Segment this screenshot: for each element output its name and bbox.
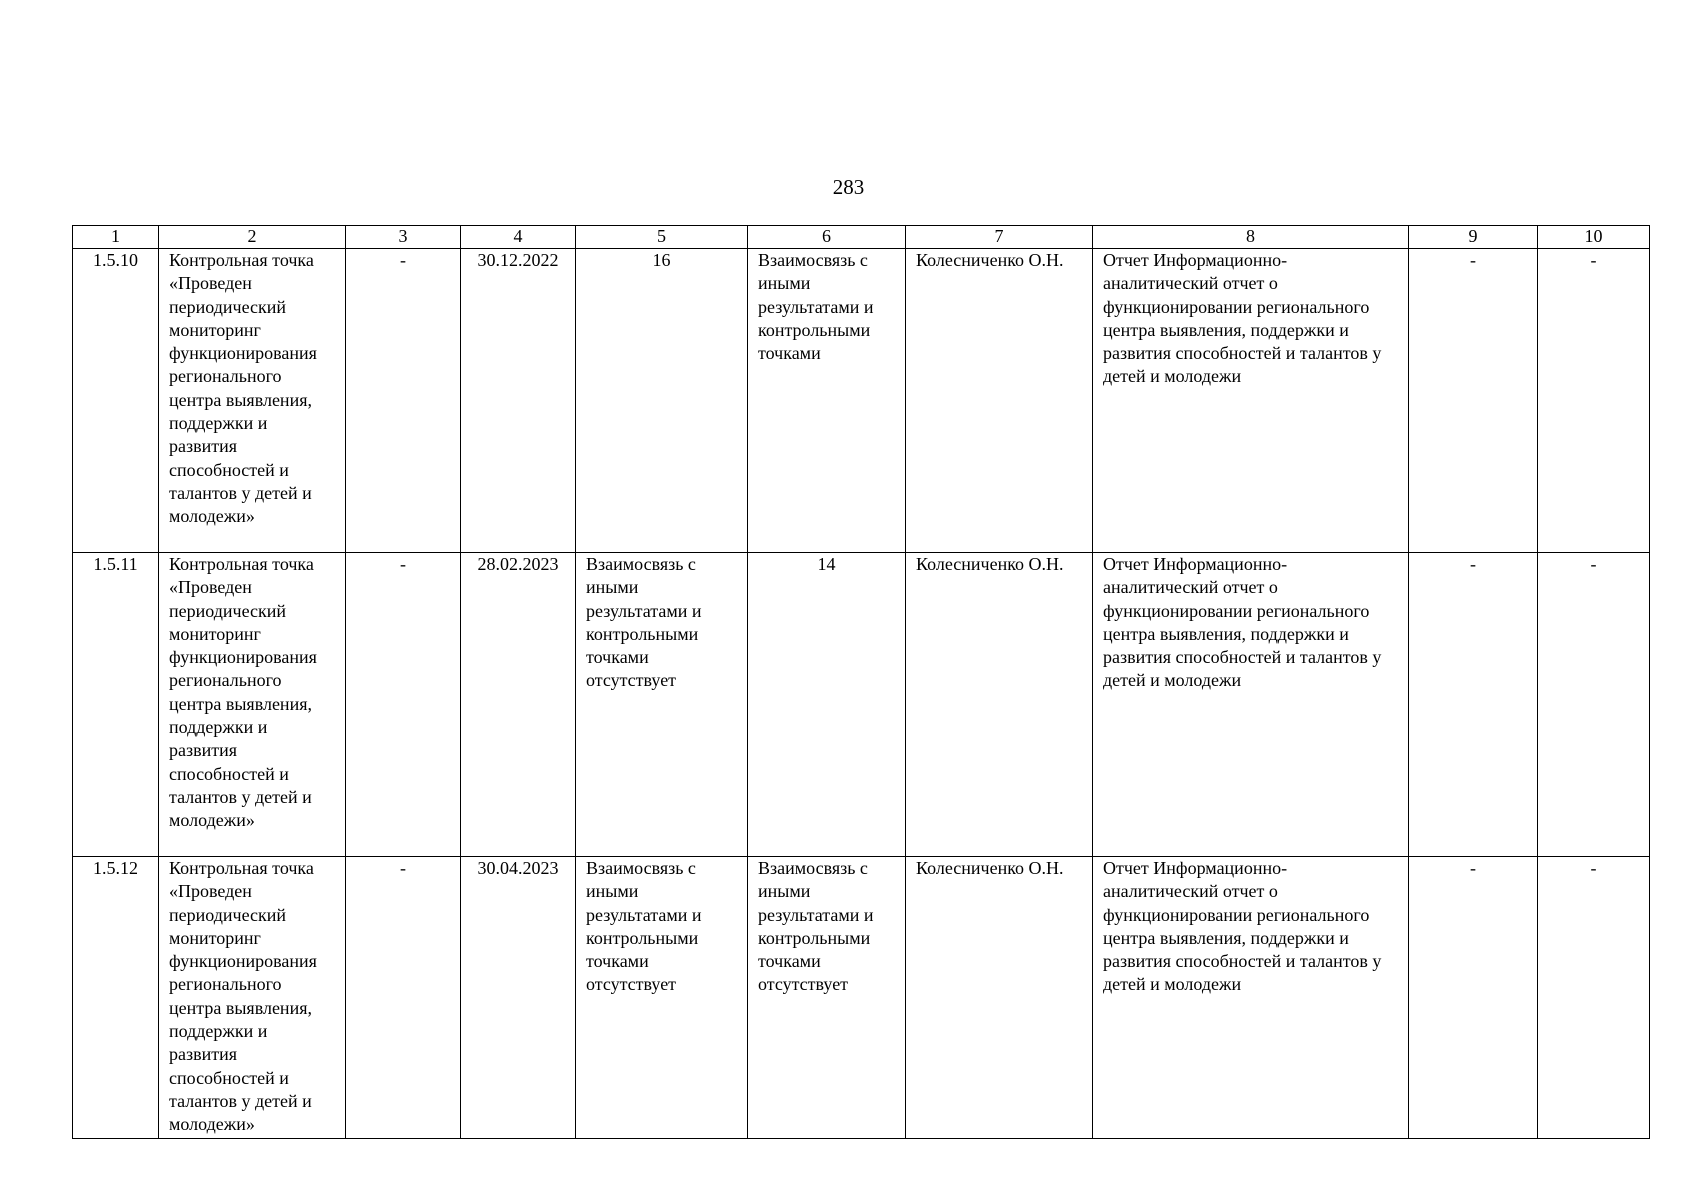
column-header: 9 — [1409, 226, 1538, 249]
cell-col10: - — [1538, 553, 1650, 857]
cell-col5: 16 — [576, 249, 748, 553]
cell-col10: - — [1538, 857, 1650, 1139]
table-row — [73, 249, 1650, 553]
column-header: 3 — [346, 226, 461, 249]
responsible-cell: Колесниченко О.Н. — [906, 553, 1093, 857]
column-header: 7 — [906, 226, 1093, 249]
table-row — [73, 857, 1650, 1139]
row-number: 1.5.10 — [73, 249, 159, 553]
date-cell: 30.12.2022 — [461, 249, 576, 553]
control-point-name: Контрольная точка «Проведен периодический мониторинг функционирования регионального центра выявления, поддержки и развития способностей и талантов у детей и молодежи» — [159, 553, 346, 857]
page-number: 283 — [832, 175, 865, 199]
header-row — [73, 226, 1650, 249]
cell-col3: - — [346, 857, 461, 1139]
row-number: 1.5.11 — [73, 553, 159, 857]
responsible-cell: Колесниченко О.Н. — [906, 249, 1093, 553]
row-number: 1.5.12 — [73, 857, 159, 1139]
responsible-cell: Колесниченко О.Н. — [906, 857, 1093, 1139]
report-cell: Отчет Информационно-аналитический отчет о функционировании регионального центра выявления, поддержки и развития способностей и талантов у детей и молодежи — [1093, 857, 1409, 1139]
cell-col9: - — [1409, 857, 1538, 1139]
cell-col5: Взаимосвязь с иными результатами и контрольными точками отсутствует — [576, 857, 748, 1139]
cell-col9: - — [1409, 553, 1538, 857]
column-header: 2 — [159, 226, 346, 249]
report-cell: Отчет Информационно-аналитический отчет о функционировании регионального центра выявления, поддержки и развития способностей и талантов у детей и молодежи — [1093, 249, 1409, 553]
column-header: 6 — [748, 226, 906, 249]
cell-col10: - — [1538, 249, 1650, 553]
report-cell: Отчет Информационно-аналитический отчет о функционировании регионального центра выявления, поддержки и развития способностей и талантов у детей и молодежи — [1093, 553, 1409, 857]
table-row — [73, 553, 1650, 857]
control-point-name: Контрольная точка «Проведен периодический мониторинг функционирования регионального центра выявления, поддержки и развития способностей и талантов у детей и молодежи» — [159, 857, 346, 1139]
cell-col5: Взаимосвязь с иными результатами и контрольными точками отсутствует — [576, 553, 748, 857]
column-header: 1 — [73, 226, 159, 249]
cell-col9: - — [1409, 249, 1538, 553]
column-header: 4 — [461, 226, 576, 249]
date-cell: 28.02.2023 — [461, 553, 576, 857]
date-cell: 30.04.2023 — [461, 857, 576, 1139]
column-header: 10 — [1538, 226, 1650, 249]
plan-table — [72, 225, 1650, 1139]
column-header: 8 — [1093, 226, 1409, 249]
cell-col6: 14 — [748, 553, 906, 857]
control-point-name: Контрольная точка «Проведен периодический мониторинг функционирования регионального центра выявления, поддержки и развития способностей и талантов у детей и молодежи» — [159, 249, 346, 553]
cell-col6: Взаимосвязь с иными результатами и контрольными точками — [748, 249, 906, 553]
column-header: 5 — [576, 226, 748, 249]
cell-col3: - — [346, 249, 461, 553]
cell-col3: - — [346, 553, 461, 857]
cell-col6: Взаимосвязь с иными результатами и контрольными точками отсутствует — [748, 857, 906, 1139]
